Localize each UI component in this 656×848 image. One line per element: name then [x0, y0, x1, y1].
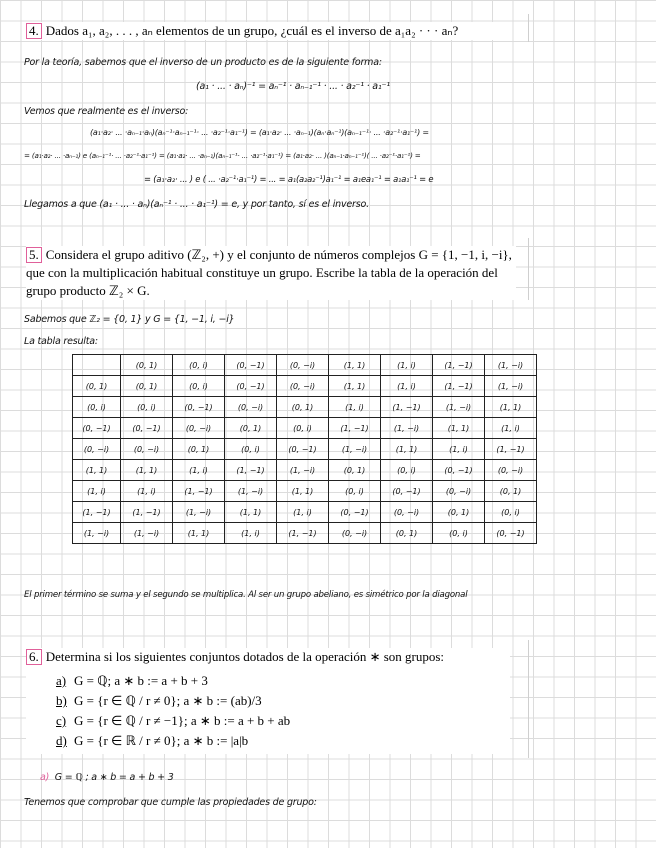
- table-cell: (1, −i): [485, 376, 537, 397]
- p4-line-2: Vemos que realmente es el inverso:: [24, 106, 189, 117]
- table-cell: (1, −1): [329, 418, 381, 439]
- table-cell: (0, i): [329, 481, 381, 502]
- table-cell: (1, 1): [381, 439, 433, 460]
- p5-line-1: Sabemos que ℤ₂ = {0, 1} y G = {1, −1, i, −i}: [24, 314, 235, 325]
- table-cell: (0, 1): [173, 439, 225, 460]
- list-item: [56, 672, 510, 690]
- table-cell: (1, −i): [225, 481, 277, 502]
- table-cell: (1, 1): [277, 481, 329, 502]
- table-cell: (0, i): [173, 376, 225, 397]
- table-cell: (1, −1): [485, 439, 537, 460]
- table-cell: (1, i): [121, 481, 173, 502]
- list-item: [56, 712, 510, 730]
- table-cell: (1, i): [73, 481, 121, 502]
- table-cell: (0, 1): [277, 397, 329, 418]
- table-cell: (0, −1): [225, 376, 277, 397]
- problem-4-statement: [26, 22, 506, 40]
- table-cell: (0, 1): [73, 376, 121, 397]
- table-row: [73, 418, 537, 439]
- margin-line: [528, 14, 529, 42]
- table-cell: (0, i): [73, 397, 121, 418]
- table-cell: (0, −i): [485, 460, 537, 481]
- table-cell: (0, −1): [121, 418, 173, 439]
- table-cell: (1, −1): [381, 397, 433, 418]
- item-text: G = {r ∈ ℝ / r ≠ 0}; a ∗ b := |a|b: [74, 733, 249, 748]
- table-cell: (1, −1): [225, 460, 277, 481]
- item-label: b): [56, 693, 67, 708]
- p4-line-4: = (a₁·a₂· ... ·aₙ₋₁) e (aₙ₋₁⁻¹· ... ·a₂⁻¹·a₁⁻¹) = (a₁·a₂· ... ·aₙ₋₁)(aₙ₋₁⁻¹· ... ·a₂⁻¹·a₁⁻¹) = (a₁·a₂· ... )(aₙ₋₁·aₙ₋₁⁻¹)( ... ·a₂⁻¹·a₁⁻¹) =: [24, 151, 421, 160]
- table-row: [73, 439, 537, 460]
- p6-answer-line-2: Tenemos que comprobar que cumple las propiedades de grupo:: [24, 797, 317, 808]
- table-cell: (0, i): [485, 502, 537, 523]
- table-cell: (0, 1): [225, 418, 277, 439]
- table-cell: (0, −i): [225, 397, 277, 418]
- table-cell: (1, 1): [433, 418, 485, 439]
- table-cell: (0, 1): [329, 460, 381, 481]
- table-cell: (0, −i): [173, 418, 225, 439]
- table-cell: (1, −i): [381, 418, 433, 439]
- problem-6-number: 6.: [26, 649, 42, 665]
- table-cell: (1, −1): [173, 481, 225, 502]
- table-cell: (0, −1): [225, 355, 277, 376]
- problem-6-text: Determina si los siguientes conjuntos dotados de la operación ∗ son grupos:: [45, 649, 445, 664]
- table-cell: (1, −i): [329, 439, 381, 460]
- p6-answer-line-1: [40, 772, 174, 783]
- table-cell: (1, −1): [277, 523, 329, 544]
- table-cell: (1, −1): [433, 376, 485, 397]
- p5-line-2: La tabla resulta:: [24, 336, 98, 347]
- table-cell: (0, −i): [277, 355, 329, 376]
- table-row: [73, 460, 537, 481]
- table-row: [73, 397, 537, 418]
- table-cell: (1, −1): [121, 502, 173, 523]
- table-cell: (0, −1): [433, 460, 485, 481]
- table-row: [73, 523, 537, 544]
- item-text: G = {r ∈ ℚ / r ≠ −1}; a ∗ b := a + b + ab: [74, 713, 291, 728]
- table-cell: (1, −i): [121, 523, 173, 544]
- margin-line: [528, 238, 529, 300]
- p5-conclusion: El primer término se suma y el segundo se multiplica. Al ser un grupo abeliano, es simétrico por la diagonal: [24, 590, 468, 600]
- table-cell: (0, −1): [73, 418, 121, 439]
- p4-line-1: Por la teoría, sabemos que el inverso de un producto es de la siguiente forma:: [24, 57, 382, 68]
- table-cell: (1, −i): [73, 523, 121, 544]
- table-cell: (0, i): [381, 460, 433, 481]
- table-cell: (0, −i): [381, 502, 433, 523]
- item-label: d): [56, 733, 67, 748]
- table-cell: (1, −1): [73, 502, 121, 523]
- table-cell: (0, −i): [121, 439, 173, 460]
- table-cell: [73, 355, 121, 376]
- table-cell: (1, i): [329, 397, 381, 418]
- problem-5-text: Considera el grupo aditivo (ℤ₂, +) y el conjunto de números complejos G = {1, −1, i, −i}, que con la multiplicación habitual constituye un grupo. Escribe la tabla de la operación del grupo producto ℤ₂ × G.: [26, 247, 512, 298]
- table-cell: (0, −1): [485, 523, 537, 544]
- table-cell: (0, i): [277, 418, 329, 439]
- table-row: [73, 355, 537, 376]
- p6-answer-label: a): [40, 772, 50, 783]
- table-cell: (1, −i): [173, 502, 225, 523]
- table-cell: (0, −i): [433, 481, 485, 502]
- table-cell: (0, −1): [329, 502, 381, 523]
- list-item: [56, 732, 510, 750]
- table-cell: (0, 1): [485, 481, 537, 502]
- group-operation-table: [72, 354, 537, 544]
- p6-answer-text: G = ℚ ; a ∗ b = a + b + 3: [54, 772, 174, 783]
- table-cell: (0, 1): [381, 523, 433, 544]
- table-cell: (1, 1): [173, 523, 225, 544]
- table-cell: (0, −i): [277, 376, 329, 397]
- table-cell: (1, −1): [433, 355, 485, 376]
- table-cell: (1, i): [485, 418, 537, 439]
- table-cell: (1, 1): [329, 355, 381, 376]
- table-cell: (1, i): [173, 460, 225, 481]
- table-row: [73, 502, 537, 523]
- table-cell: (0, −i): [329, 523, 381, 544]
- table-cell: (1, i): [225, 523, 277, 544]
- table-cell: (1, −i): [277, 460, 329, 481]
- problem-5-number: 5.: [26, 247, 42, 263]
- table-cell: (1, −i): [485, 355, 537, 376]
- item-label: a): [56, 673, 67, 688]
- problem-6-items: [26, 672, 510, 750]
- table-cell: (1, 1): [73, 460, 121, 481]
- problem-6-statement: [26, 648, 510, 754]
- p4-line-6: Llegamos a que (a₁ · ... · aₙ)(aₙ⁻¹ · ... · a₁⁻¹) = e, y por tanto, sí es el inverso.: [24, 199, 369, 210]
- p4-line-5: = (a₁·a₂· ... ) e ( ... ·a₂⁻¹·a₁⁻¹) = ... = a₁(a₂a₂⁻¹)a₁⁻¹ = a₁ea₁⁻¹ = a₁a₁⁻¹ = e: [144, 174, 434, 184]
- table-cell: (0, 1): [121, 355, 173, 376]
- p4-formula: (a₁ · ... · aₙ)⁻¹ = aₙ⁻¹ · aₙ₋₁⁻¹ · ... · a₂⁻¹ · a₁⁻¹: [196, 81, 390, 92]
- table-cell: (0, i): [121, 397, 173, 418]
- table-cell: (1, i): [381, 376, 433, 397]
- table-cell: (1, −i): [433, 397, 485, 418]
- table-cell: (0, 1): [433, 502, 485, 523]
- table-row: [73, 376, 537, 397]
- item-text: G = ℚ; a ∗ b := a + b + 3: [74, 673, 208, 688]
- table-cell: (0, i): [433, 523, 485, 544]
- problem-4-text: Dados a₁, a₂, . . . , aₙ elementos de un grupo, ¿cuál es el inverso de a₁a₂ · · · aₙ?: [45, 23, 459, 38]
- table-cell: (0, −1): [173, 397, 225, 418]
- problem-5-statement: [26, 246, 516, 300]
- p4-line-3: (a₁·a₂· ... ·aₙ₋₁·aₙ)(aₙ⁻¹·aₙ₋₁⁻¹· ... ·a₂⁻¹·a₁⁻¹) = (a₁·a₂· ... ·aₙ₋₁)(aₙ·aₙ⁻¹)(aₙ₋₁⁻¹· ... ·a₂⁻¹·a₁⁻¹) =: [90, 128, 429, 137]
- table-cell: (1, 1): [485, 397, 537, 418]
- table-cell: (0, −i): [73, 439, 121, 460]
- table-cell: (0, −1): [277, 439, 329, 460]
- table-row: [73, 481, 537, 502]
- table-cell: (1, i): [277, 502, 329, 523]
- table-cell: (0, −1): [381, 481, 433, 502]
- table-cell: (0, i): [225, 439, 277, 460]
- margin-line: [528, 640, 529, 758]
- problem-4-number: 4.: [26, 23, 42, 39]
- table-cell: (0, 1): [121, 376, 173, 397]
- table-cell: (1, 1): [225, 502, 277, 523]
- table-cell: (1, i): [433, 439, 485, 460]
- item-label: c): [56, 713, 67, 728]
- table-cell: (0, i): [173, 355, 225, 376]
- table-cell: (1, 1): [329, 376, 381, 397]
- table-cell: (1, i): [381, 355, 433, 376]
- table-cell: (1, 1): [121, 460, 173, 481]
- list-item: [56, 692, 510, 710]
- item-text: G = {r ∈ ℚ / r ≠ 0}; a ∗ b := (ab)/3: [74, 693, 262, 708]
